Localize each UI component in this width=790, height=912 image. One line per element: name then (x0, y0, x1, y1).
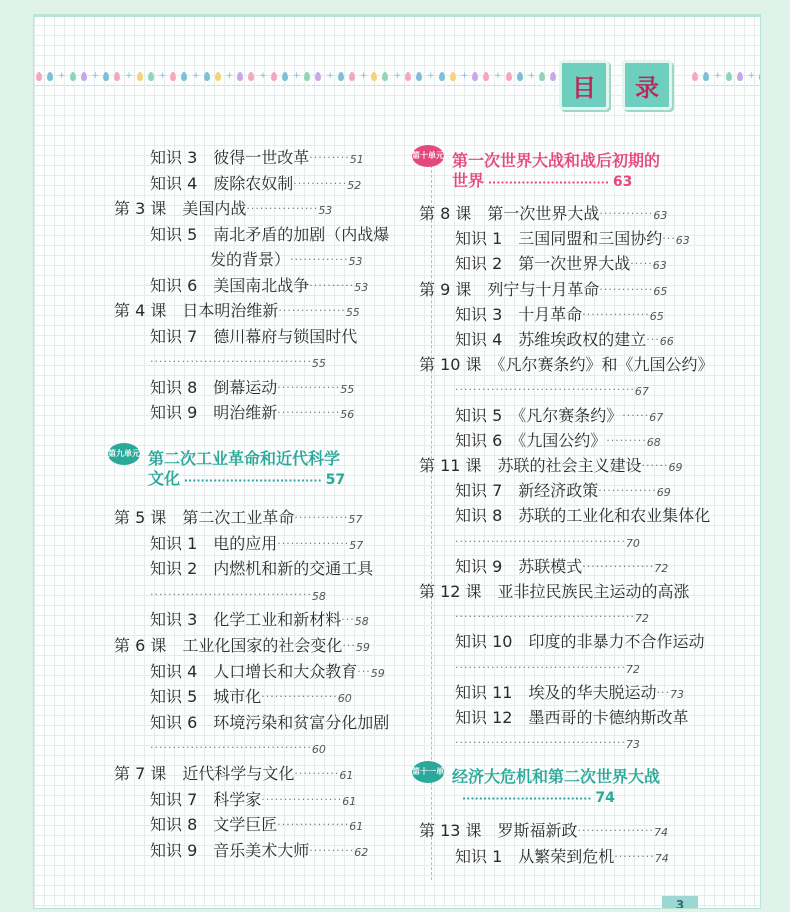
drop-icon (506, 72, 512, 81)
toc-entry[interactable] (419, 280, 667, 300)
toc-entry[interactable] (150, 148, 364, 168)
drop-icon (371, 72, 377, 81)
toc-entry[interactable] (455, 330, 674, 350)
toc-entry-page: 58 (311, 589, 326, 603)
leader-dots: ············ (599, 282, 654, 296)
leader-dots: ············ (294, 511, 349, 524)
leader-dots: ······ (622, 408, 650, 422)
toc-entry-label: 知识 9 明治维新 (150, 403, 278, 422)
toc-entry[interactable] (150, 403, 354, 423)
leader-dots: ················ (277, 818, 350, 832)
toc-entry[interactable] (150, 790, 356, 810)
toc-entry[interactable] (419, 204, 667, 224)
toc-entry[interactable] (455, 658, 640, 678)
toc-entry[interactable] (114, 301, 360, 321)
sparkle-icon: + (393, 70, 402, 81)
drop-icon (315, 72, 321, 81)
toc-entry[interactable] (455, 380, 649, 400)
toc-entry[interactable] (419, 355, 714, 375)
toc-entry-page: 57 (349, 538, 364, 552)
sparkle-icon: + (58, 70, 66, 81)
unit-page: 57 (325, 472, 346, 488)
toc-entry[interactable] (150, 610, 369, 630)
toc-entry-label: 第 3 课 美国内战 (114, 199, 247, 218)
toc-entry-page: 53 (318, 204, 333, 217)
toc-entry-label: 知识 6 环境污染和贫富分化加剧 (150, 712, 390, 732)
toc-entry-page: 63 (653, 209, 668, 222)
toc-entry-page: 73 (625, 738, 640, 752)
toc-entry[interactable] (114, 508, 362, 528)
leader-dots: ········· (614, 849, 655, 863)
toc-entry-label: 知识 9 音乐美术大师 (150, 840, 310, 860)
toc-entry-label: 知识 8 倒幕运动 (150, 377, 278, 397)
unit-title-line1: 第二次工业革命和近代科学 (148, 449, 341, 468)
toc-entry-page: 55 (311, 357, 326, 370)
toc-entry-label: 知识 5 《凡尔赛条约》 (455, 405, 623, 425)
drop-icon (550, 72, 556, 81)
unit-title-line2: 文化 (148, 469, 181, 488)
toc-entry-label: 知识 3 化学工业和新材料 (150, 610, 342, 630)
header-rule (34, 15, 760, 17)
toc-entry-label: 第 4 课 日本明治维新 (114, 301, 279, 320)
leader-dots: ···································· (150, 587, 312, 601)
leader-dots: ···································· (150, 355, 312, 368)
unit-title[interactable] (148, 449, 345, 491)
leader-dots: ················ (246, 202, 319, 215)
toc-entry-page: 68 (646, 435, 661, 449)
drop-icon (382, 72, 388, 81)
toc-entry[interactable] (150, 841, 368, 861)
title-box-2 (622, 60, 672, 110)
toc-entry[interactable] (419, 821, 668, 841)
leader-dots: ················· (261, 690, 338, 704)
toc-entry[interactable] (455, 254, 667, 274)
drop-icon (70, 72, 76, 81)
leader-dots: ············· (290, 253, 349, 266)
toc-entry-label: 知识 7 新经济政策 (455, 481, 599, 501)
toc-entry-label: 第 5 课 第二次工业革命 (114, 508, 295, 527)
leader-dots: ··· (342, 639, 356, 652)
toc-entry[interactable] (455, 607, 649, 627)
toc-entry-label: 第 12 课 亚非拉民族民主运动的高涨 (419, 582, 690, 601)
drop-icon (215, 72, 221, 81)
leader-dots: ··· (646, 333, 660, 346)
leader-dots: ··· (662, 232, 676, 246)
leader-dots: ··············· (582, 307, 650, 321)
toc-entry[interactable] (114, 764, 353, 784)
leader-dots: ········· (606, 433, 647, 447)
toc-entry-label: 知识 2 第一次世界大战 (455, 254, 631, 274)
decorative-drops-left (36, 61, 573, 91)
toc-entry-label: 知识 10 印度的非暴力不合作运动 (455, 632, 705, 652)
drop-icon (338, 72, 344, 81)
leader-dots: ·········· (309, 278, 355, 292)
leader-dots: ················ (277, 536, 350, 550)
toc-entry-page: 59 (370, 666, 385, 680)
toc-entry-page: 52 (347, 178, 362, 192)
drop-icon (539, 72, 545, 81)
drop-icon (439, 72, 445, 81)
toc-entry-label: 第 7 课 近代科学与文化 (114, 764, 295, 783)
toc-entry-page: 72 (654, 561, 669, 575)
leader-dots: ············ (293, 176, 348, 190)
sparkle-icon: + (494, 70, 502, 81)
unit-title[interactable] (452, 767, 660, 809)
drop-icon (703, 72, 709, 81)
drop-icon (36, 72, 42, 81)
leader-dots: ·········· (294, 767, 340, 780)
drop-icon (483, 72, 489, 81)
drop-icon (759, 72, 761, 81)
toc-entry-page: 59 (355, 641, 370, 654)
title-char-2: 录 (635, 73, 659, 102)
leader-dots: ···································· (150, 741, 312, 755)
drop-icon (304, 72, 310, 81)
toc-entry[interactable] (455, 683, 684, 703)
toc-entry[interactable] (150, 225, 389, 245)
toc-entry[interactable] (455, 557, 668, 577)
drop-icon (692, 72, 698, 81)
drop-icon (114, 72, 120, 81)
toc-entry-label: 知识 1 从繁荣到危机 (455, 846, 615, 866)
unit-title-line1: 经济大危机和第二次世界大战 (452, 767, 661, 786)
toc-entry[interactable] (150, 174, 361, 194)
toc-entry-label: 知识 6 《九国公约》 (455, 430, 607, 450)
page-number: 3 (662, 896, 698, 909)
leader-dots: ········································ (455, 610, 635, 624)
toc-entry-label: 知识 4 人口增长和大众教育 (150, 661, 358, 681)
toc-entry[interactable] (455, 305, 664, 325)
toc-entry[interactable] (455, 481, 671, 501)
toc-entry[interactable] (210, 250, 362, 270)
toc-entry[interactable] (455, 708, 688, 728)
sparkle-icon: + (225, 70, 234, 81)
toc-entry[interactable] (455, 506, 710, 526)
toc-entry[interactable] (150, 738, 326, 758)
toc-entry-page: 74 (654, 826, 668, 839)
sparkle-icon: + (527, 70, 536, 81)
unit-page: 74 (595, 790, 615, 806)
unit-page: 63 (612, 174, 633, 190)
drop-icon (103, 72, 109, 81)
leader-dots: ·················· (261, 792, 343, 806)
drop-icon (737, 72, 743, 81)
leader-dots: ··············· (278, 304, 346, 317)
drop-icon (271, 72, 277, 81)
drop-icon (170, 72, 176, 81)
toc-entry-page: 53 (354, 280, 369, 294)
toc-entry[interactable] (150, 585, 326, 605)
leader-dots: ············· (598, 484, 657, 498)
drop-icon (237, 72, 243, 81)
leader-dots: ················ (582, 559, 655, 573)
sparkle-icon: + (714, 70, 722, 81)
toc-entry-label: 知识 2 内燃机和新的交通工具 (150, 559, 374, 579)
toc-entry-label: 知识 7 科学家 (150, 789, 262, 809)
title-char-1: 目 (572, 73, 596, 102)
toc-entry-page: 51 (349, 153, 364, 166)
toc-entry-page: 63 (675, 234, 690, 248)
toc-entry-page: 73 (669, 687, 684, 701)
unit-title-line1: 第一次世界大战和战后初期的 (452, 151, 661, 170)
toc-entry-label: 知识 8 苏联的工业化和农业集体化 (455, 506, 711, 526)
toc-entry-label: 知识 3 十月革命 (455, 304, 583, 324)
leader-dots: ··· (357, 664, 371, 678)
drop-icon (517, 72, 523, 81)
leader-dots: ································· (180, 474, 326, 487)
toc-entry-page: 72 (625, 662, 640, 676)
sparkle-icon: + (326, 70, 334, 81)
toc-entry-page: 61 (339, 769, 354, 782)
leader-dots: ······································ (455, 660, 626, 674)
toc-entry[interactable] (150, 534, 363, 554)
toc-entry-page: 70 (625, 536, 640, 550)
toc-entry-label: 知识 4 苏维埃政权的建立 (455, 330, 647, 349)
leader-dots: ·············· (277, 380, 341, 394)
toc-entry-label: 第 6 课 工业化国家的社会变化 (114, 636, 343, 655)
drop-icon (450, 72, 456, 81)
leader-dots: ·············· (277, 406, 341, 419)
toc-entry-page: 58 (354, 615, 369, 629)
toc-entry-label: 发的背景） (210, 250, 291, 269)
toc-entry[interactable] (419, 582, 690, 602)
toc-entry[interactable] (114, 636, 370, 656)
unit-badge: 第九单元 (108, 443, 140, 465)
toc-entry-page: 67 (649, 410, 664, 424)
drop-icon (148, 72, 154, 81)
toc-entry-page: 62 (354, 845, 369, 859)
title-box-1 (559, 60, 609, 110)
toc-entry[interactable] (455, 847, 669, 867)
toc-entry-page: 60 (337, 692, 352, 706)
sparkle-icon: + (259, 70, 267, 81)
dashed-line-left (36, 85, 541, 86)
toc-entry[interactable] (455, 406, 663, 426)
drop-icon (137, 72, 143, 81)
sparkle-icon: + (125, 70, 133, 81)
toc-entry[interactable] (150, 378, 354, 398)
toc-entry[interactable] (150, 327, 357, 347)
toc-entry[interactable] (150, 352, 326, 372)
toc-entry-label: 知识 1 三国同盟和三国协约 (455, 229, 663, 249)
sparkle-icon: + (292, 70, 301, 81)
toc-entry-label: 知识 5 城市化 (150, 687, 262, 707)
toc-entry-page: 55 (340, 382, 355, 396)
sparkle-icon: + (359, 70, 368, 81)
unit-title[interactable] (452, 151, 660, 193)
leader-dots: ····· (630, 257, 653, 271)
toc-entry-label: 知识 9 苏联模式 (455, 556, 583, 576)
drop-icon (47, 72, 53, 81)
toc-entry-page: 61 (342, 794, 357, 808)
drop-icon (248, 72, 254, 81)
toc-entry-page: 74 (654, 851, 669, 865)
toc-entry-page: 56 (340, 408, 355, 421)
sparkle-icon: + (192, 70, 200, 81)
sparkle-icon: + (427, 70, 435, 81)
drop-icon (472, 72, 478, 81)
sparkle-icon: + (158, 70, 167, 81)
drop-icon (405, 72, 411, 81)
drop-icon (349, 72, 355, 81)
unit-badge: 第十一单元 (412, 761, 444, 783)
toc-entry[interactable] (150, 559, 373, 579)
toc-entry-label: 知识 8 文学巨匠 (150, 815, 278, 835)
toc-entry-page: 67 (634, 385, 649, 399)
toc-entry-page: 60 (311, 743, 326, 757)
leader-dots: ····························· (484, 176, 613, 189)
toc-entry-page: 53 (348, 255, 363, 268)
leader-dots: ·········· (309, 843, 355, 857)
unit-badge: 第十单元 (412, 145, 444, 167)
toc-entry-label: 知识 12 墨西哥的卡德纳斯改革 (455, 708, 689, 727)
sparkle-icon: + (747, 70, 756, 81)
toc-entry[interactable] (455, 733, 640, 753)
leader-dots: ··· (656, 685, 670, 699)
toc-entry-page: 65 (653, 284, 668, 298)
toc-entry-label: 知识 5 南北矛盾的加剧（内战爆 (150, 224, 390, 244)
toc-entry-page: 69 (668, 461, 683, 474)
toc-entry-label: 知识 11 埃及的华夫脱运动 (455, 682, 657, 702)
toc-entry[interactable] (114, 199, 332, 219)
leader-dots: ······································ (455, 534, 626, 548)
toc-entry-page: 61 (349, 820, 364, 834)
dashed-line-right (692, 85, 758, 86)
leader-dots: ········· (309, 151, 350, 164)
drop-icon (416, 72, 422, 81)
toc-entry-label: 知识 4 废除农奴制 (150, 173, 294, 193)
drop-icon (726, 72, 732, 81)
drop-icon (282, 72, 288, 81)
leader-dots: ··· (341, 613, 355, 627)
toc-entry-label: 第 8 课 第一次世界大战 (419, 204, 600, 223)
toc-entry-page: 63 (652, 259, 667, 273)
toc-entry-page: 72 (634, 612, 649, 626)
toc-page (33, 14, 761, 909)
toc-entry-label: 知识 6 美国南北战争 (150, 275, 310, 295)
toc-entry[interactable] (419, 456, 683, 476)
toc-entry-label: 第 10 课 《凡尔赛条约》和《九国公约》 (419, 355, 714, 375)
toc-entry-label: 第 13 课 罗斯福新政 (419, 821, 578, 840)
toc-entry-page: 66 (659, 335, 674, 348)
toc-entry[interactable] (455, 431, 661, 451)
toc-entry[interactable] (455, 632, 704, 652)
toc-entry-label: 知识 7 德川幕府与锁国时代 (150, 326, 358, 346)
sparkle-icon: + (91, 70, 100, 81)
toc-entry[interactable] (150, 662, 385, 682)
toc-entry[interactable] (150, 815, 363, 835)
leader-dots: ············ (599, 207, 654, 220)
drop-icon (181, 72, 187, 81)
leader-dots: ······························· (462, 792, 596, 805)
leader-dots: ········································ (455, 383, 635, 397)
toc-entry-page: 69 (656, 486, 671, 500)
sparkle-icon: + (460, 70, 469, 81)
toc-entry-page: 55 (345, 306, 360, 319)
toc-entry-label: 第 9 课 列宁与十月革命 (419, 279, 600, 299)
toc-entry-label: 知识 1 电的应用 (150, 533, 278, 553)
drop-icon (81, 72, 87, 81)
toc-entry[interactable] (455, 532, 640, 552)
toc-entry-page: 57 (348, 513, 363, 526)
decorative-drops-right (692, 61, 761, 91)
toc-entry[interactable] (150, 687, 352, 707)
toc-entry-page: 65 (649, 309, 664, 323)
unit-title-line2: 世界 (452, 171, 485, 190)
toc-entry[interactable] (455, 229, 690, 249)
toc-entry-label: 知识 3 彼得一世改革 (150, 148, 310, 167)
leader-dots: ················· (577, 824, 654, 837)
leader-dots: ······ (641, 459, 669, 472)
toc-entry[interactable] (150, 276, 368, 296)
leader-dots: ······································ (455, 736, 626, 750)
drop-icon (204, 72, 210, 81)
toc-entry-label: 第 11 课 苏联的社会主义建设 (419, 456, 642, 475)
toc-entry[interactable] (150, 713, 389, 733)
